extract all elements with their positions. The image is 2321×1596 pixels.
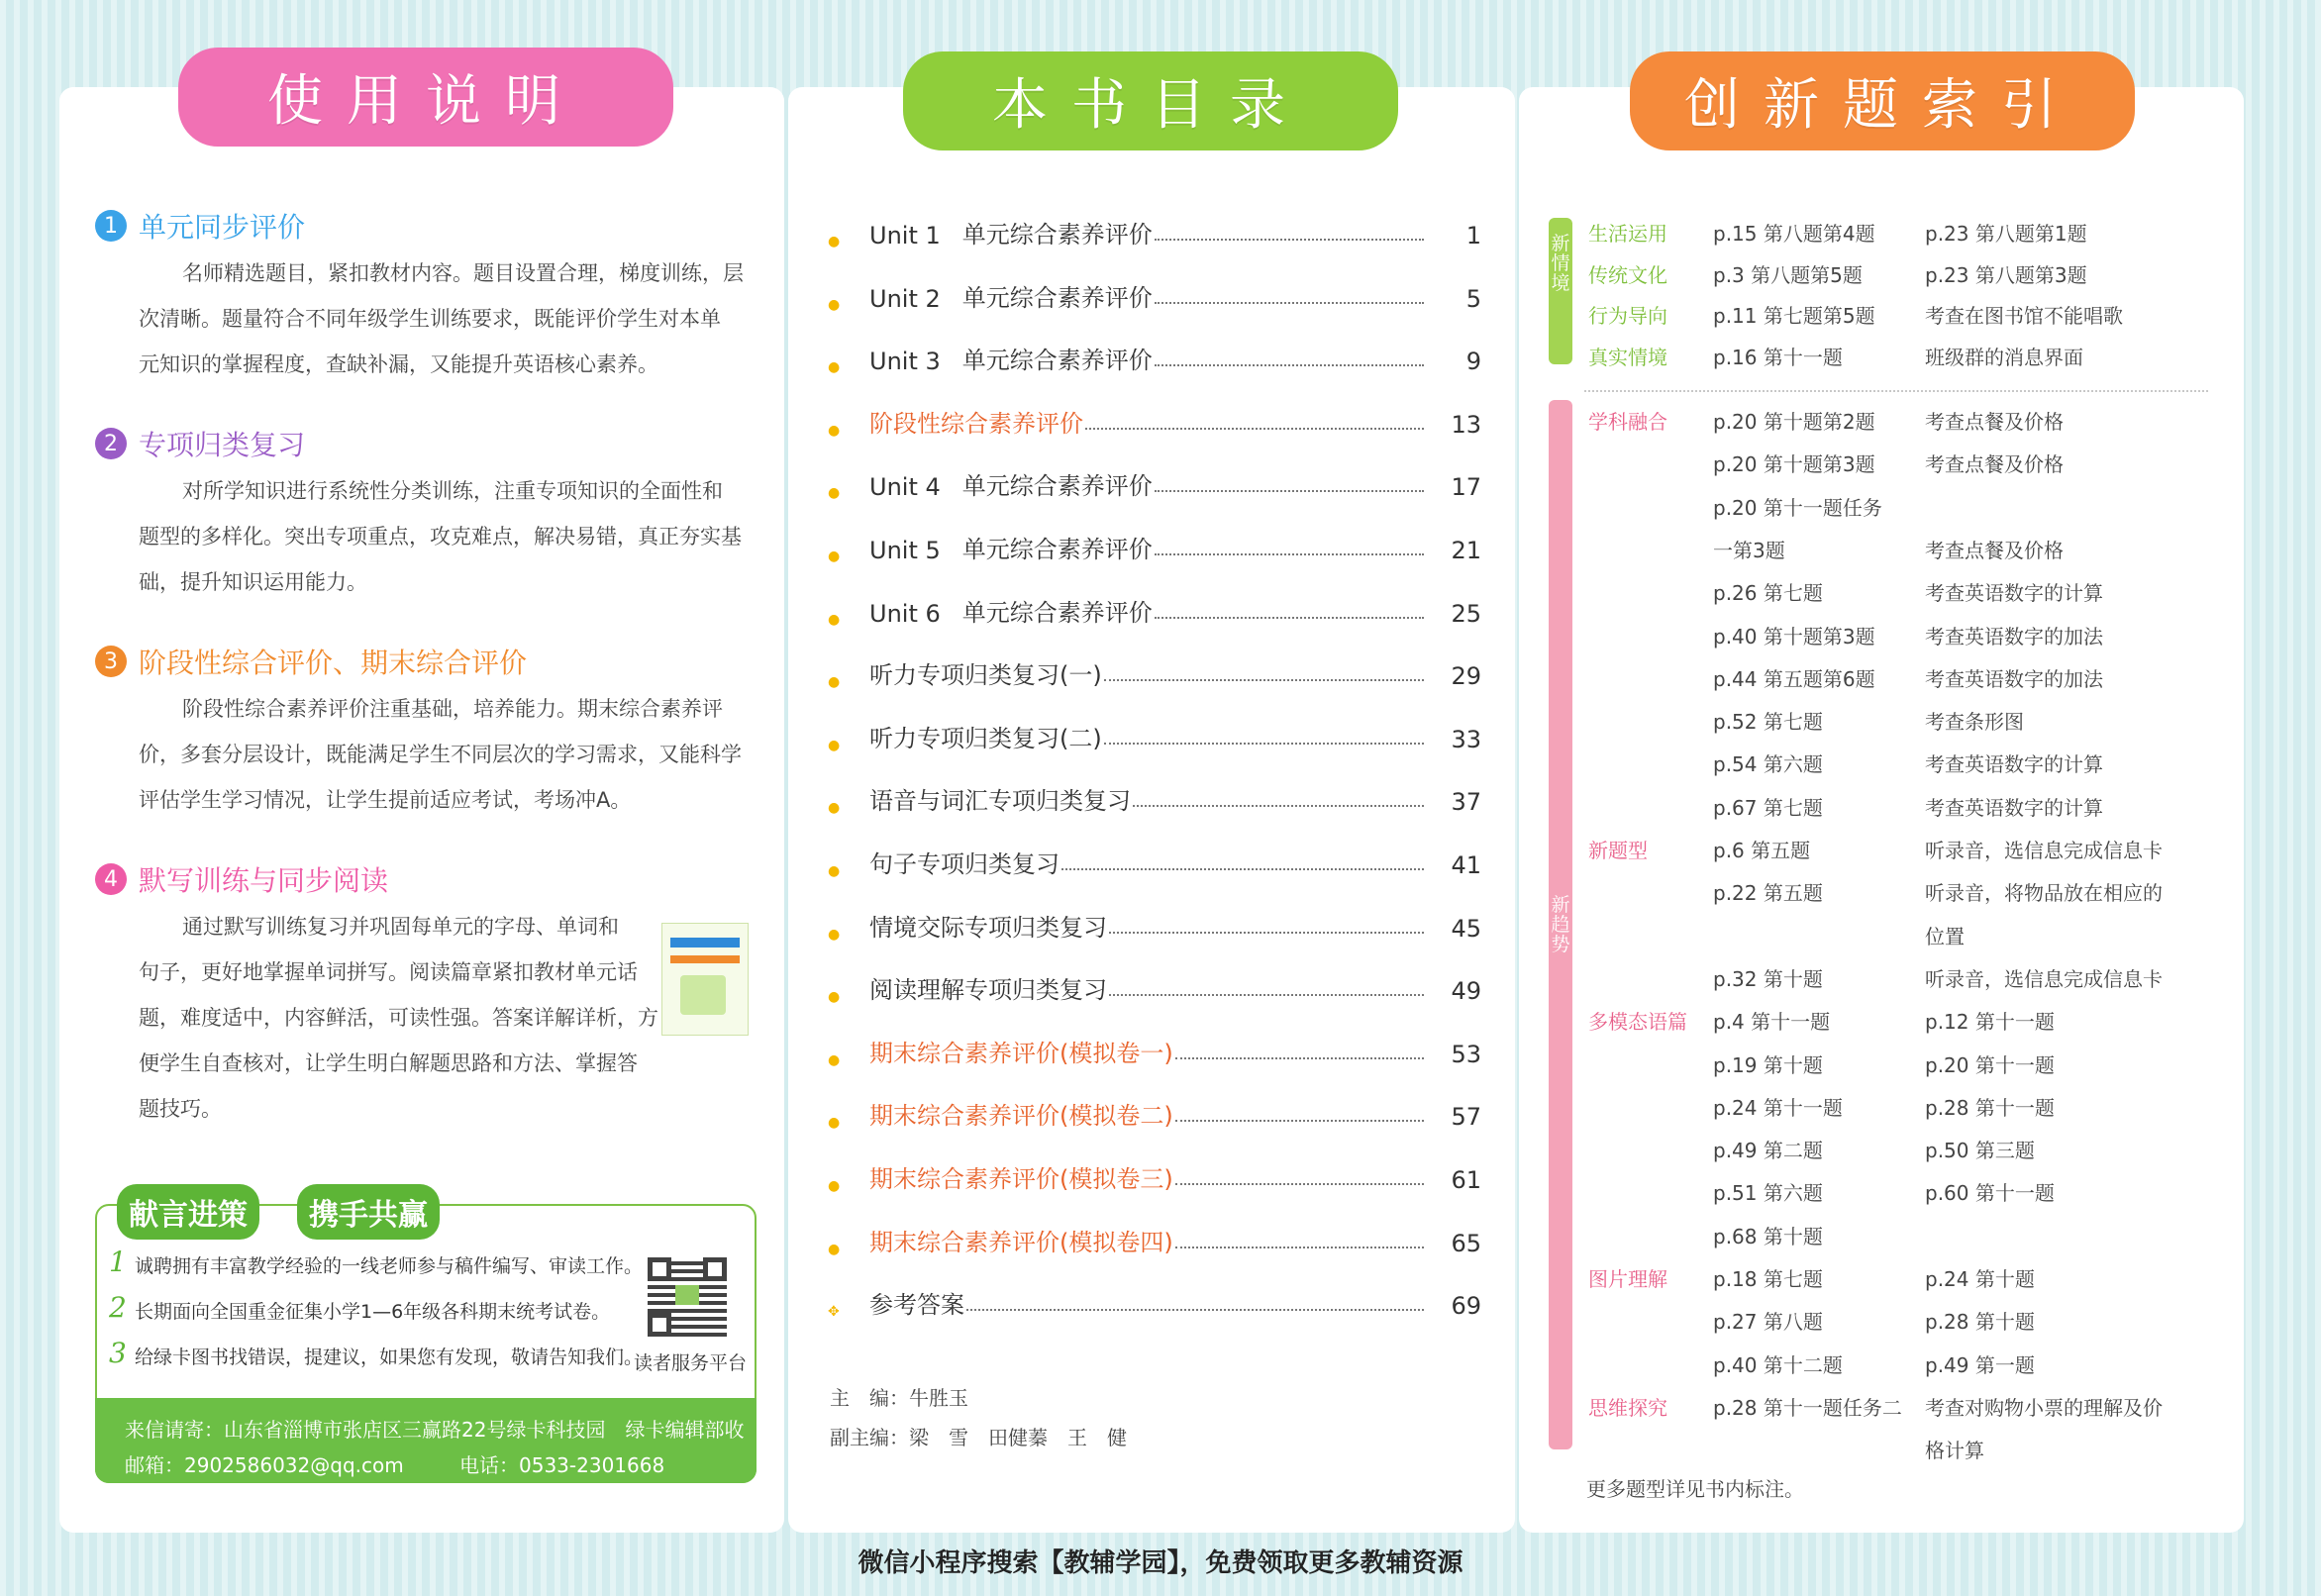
deputy-editor-line: 副主编：梁 雪 田健蓁 王 健	[830, 1426, 1127, 1449]
toc-bullet-icon: ●	[828, 422, 841, 439]
index-reference: p.51 第六题	[1713, 1181, 1823, 1206]
index-reference: p.6 第五题	[1713, 839, 1811, 862]
toc-unit: Unit 3	[869, 348, 941, 376]
index-category: 新题型	[1588, 839, 1648, 862]
index-detail: 考查英语数字的计算	[1925, 795, 2103, 820]
toc-title: 阅读理解专项归类复习	[869, 976, 1107, 1005]
index-detail: p.23 第八题第3题	[1925, 262, 2087, 287]
index-detail: 考查在图书馆不能唱歌	[1925, 304, 2123, 328]
toc-row[interactable]	[828, 525, 1481, 564]
toc-bullet-icon: ●	[828, 1115, 841, 1132]
toc-row[interactable]	[828, 903, 1481, 943]
section-body-line: 元知识的掌握程度，查缺补漏，又能提升英语核心素养。	[139, 352, 658, 376]
toc-leader	[1155, 364, 1424, 366]
toc-title: 期末综合素养评价(模拟卷三)	[869, 1165, 1173, 1193]
book-thumbnail	[661, 923, 749, 1036]
toc-bullet-icon: ●	[828, 549, 841, 564]
section-body-line: 便学生自查核对，让学生明白解题思路和方法、掌握答	[139, 1051, 638, 1075]
toc-title: 期末综合素养评价(模拟卷四)	[869, 1228, 1173, 1256]
toc-page-number: 29	[1451, 662, 1481, 691]
toc-bullet-icon: ●	[828, 296, 841, 313]
index-detail: 位置	[1925, 924, 1965, 948]
section-number-icon: 4	[95, 863, 127, 895]
toc-leader	[1175, 1247, 1424, 1248]
toc-bullet-icon: ●	[828, 611, 841, 628]
toc-unit: Unit 4	[869, 473, 941, 502]
index-reference: p.20 第十题第3题	[1713, 452, 1875, 477]
section-body-line: 题技巧。	[139, 1097, 222, 1121]
index-category: 多模态语篇	[1588, 1010, 1687, 1035]
index-detail: p.50 第三题	[1925, 1139, 2035, 1163]
index-reference: p.15 第八题第4题	[1713, 222, 1875, 246]
toc-page-number: 25	[1451, 599, 1481, 628]
feedback-item-number: 3	[109, 1337, 127, 1369]
address-text: 来信请寄：山东省淄博市张店区三赢路22号绿卡科技园 绿卡编辑部收	[125, 1418, 745, 1442]
index-detail: 考查点餐及价格	[1925, 410, 2064, 434]
toc-leader	[1109, 932, 1424, 934]
usage-banner: 使用说明	[178, 48, 673, 147]
toc-page-number: 1	[1465, 222, 1481, 249]
index-reference: p.28 第十一题任务二	[1713, 1395, 1902, 1420]
toc-leader	[1175, 1183, 1424, 1185]
toc-page-number: 57	[1451, 1103, 1481, 1132]
toc-row[interactable]	[828, 336, 1481, 375]
section-body-line: 通过默写训练复习并巩固每单元的字母、单词和	[182, 915, 619, 939]
section-title: 阶段性综合评价、期末综合评价	[139, 647, 528, 679]
toc-leader	[1061, 868, 1424, 870]
section-heading	[95, 642, 527, 681]
toc-leader	[1155, 302, 1424, 304]
group-label-new-trend: 新趋势	[1549, 400, 1572, 1449]
section-title: 专项归类复习	[139, 429, 306, 461]
toc-page-number: 45	[1451, 914, 1481, 943]
feedback-title-1: 献言进策	[117, 1184, 259, 1240]
section-body-line: 价，多套分层设计，既能满足学生不同层次的学习需求，又能科学	[139, 743, 742, 766]
group-label-new-context: 新情境	[1549, 218, 1572, 364]
toc-title: 阶段性综合素养评价	[869, 409, 1083, 438]
toc-leader	[1109, 994, 1424, 996]
index-reference: p.18 第七题	[1713, 1267, 1823, 1291]
toc-page-number: 65	[1451, 1229, 1481, 1257]
index-detail: p.12 第十一题	[1925, 1010, 2055, 1035]
toc-page-number: 53	[1451, 1040, 1481, 1068]
index-more-note: 更多题型详见书内标注。	[1586, 1477, 1804, 1501]
toc-title: 期末综合素养评价(模拟卷二)	[869, 1102, 1173, 1131]
toc-title: 单元综合素养评价	[961, 283, 1153, 312]
index-detail: 格计算	[1925, 1439, 1984, 1463]
index-reference: p.24 第十一题	[1713, 1095, 1843, 1120]
editor-line: 主 编：牛胜玉	[830, 1386, 968, 1410]
index-reference: p.52 第七题	[1713, 710, 1823, 735]
index-banner: 创新题索引	[1630, 51, 2135, 150]
index-detail: p.49 第一题	[1925, 1352, 2035, 1377]
toc-leader	[1104, 743, 1424, 745]
index-detail: p.28 第十一题	[1925, 1095, 2055, 1120]
index-reference: p.49 第二题	[1713, 1139, 1823, 1163]
index-detail: p.23 第八题第1题	[1925, 222, 2087, 246]
index-reference: p.11 第七题第5题	[1713, 304, 1875, 328]
toc-leader	[1155, 617, 1424, 619]
toc-page-number: 17	[1451, 473, 1481, 502]
index-detail: 听录音，选信息完成信息卡	[1925, 966, 2163, 991]
feedback-item-number: 1	[109, 1246, 127, 1278]
index-reference: p.68 第十题	[1713, 1224, 1823, 1248]
toc-page-number: 9	[1465, 348, 1481, 376]
index-detail: p.28 第十题	[1925, 1310, 2035, 1335]
toc-row[interactable]	[828, 210, 1481, 249]
toc-row[interactable]	[828, 1091, 1481, 1131]
contact-strip	[95, 1398, 757, 1483]
toc-bullet-icon: ●	[828, 674, 841, 691]
toc-title: 句子专项归类复习	[869, 850, 1060, 878]
index-detail: 听录音，将物品放在相应的	[1925, 881, 2163, 906]
toc-leader	[1104, 679, 1424, 681]
index-detail: 考查英语数字的加法	[1925, 624, 2103, 648]
toc-leader	[1155, 239, 1424, 241]
index-reference: p.4 第十一题	[1713, 1010, 1831, 1035]
section-body-line: 题型的多样化。突出专项重点，攻克难点，解决易错，真正夯实基	[139, 525, 742, 549]
toc-row[interactable]	[828, 1029, 1481, 1068]
section-number-icon: 3	[95, 646, 127, 677]
index-detail: 听录音，选信息完成信息卡	[1925, 839, 2163, 862]
toc-page-number: 13	[1451, 410, 1481, 439]
toc-leader	[1175, 1057, 1424, 1059]
index-reference: p.20 第十题第2题	[1713, 410, 1875, 434]
index-reference: p.44 第五题第6题	[1713, 666, 1875, 691]
toc-title: 情境交际专项归类复习	[869, 913, 1107, 942]
index-category: 图片理解	[1588, 1267, 1667, 1291]
index-category: 生活运用	[1588, 222, 1667, 246]
toc-row[interactable]	[828, 1218, 1481, 1257]
toc-title: 听力专项归类复习(一)	[869, 661, 1102, 690]
toc-row[interactable]	[828, 776, 1481, 816]
section-title: 单元同步评价	[139, 211, 306, 244]
index-detail: 考查点餐及价格	[1925, 452, 2064, 477]
section-body-line: 题，难度适中，内容鲜活，可读性强。答案详解详析，方	[139, 1006, 658, 1030]
index-detail: 考查英语数字的加法	[1925, 666, 2103, 691]
index-reference: p.20 第十一题任务	[1713, 495, 1882, 520]
promo-footer: 微信小程序搜索【教辅学园】，免费领取更多教辅资源	[858, 1548, 1463, 1578]
index-detail: p.20 第十一题	[1925, 1052, 2055, 1077]
toc-row[interactable]	[828, 840, 1481, 879]
index-reference: p.67 第七题	[1713, 795, 1823, 820]
email-text: 邮箱：2902586032@qq.com	[125, 1453, 404, 1477]
toc-title: 期末综合素养评价(模拟卷一)	[869, 1039, 1173, 1067]
toc-title: 单元综合素养评价	[961, 536, 1153, 563]
feedback-item-text: 给绿卡图书找错误，提建议，如果您有发现，敬请告知我们。	[135, 1347, 644, 1368]
toc-leader	[1155, 553, 1424, 555]
section-heading	[95, 859, 388, 899]
section-body-line: 础，提升知识运用能力。	[139, 570, 367, 594]
phone-text: 电话：0533-2301668	[459, 1453, 665, 1477]
index-detail: 班级群的消息界面	[1925, 345, 2083, 369]
toc-bullet-icon: ●	[828, 1241, 841, 1257]
toc-bullet-icon: ●	[828, 485, 841, 502]
toc-title: 单元综合素养评价	[961, 221, 1153, 249]
toc-bullet-icon: ●	[828, 234, 841, 249]
toc-title: 单元综合素养评价	[961, 598, 1153, 627]
section-number-icon: 1	[95, 210, 127, 242]
toc-row[interactable]	[828, 273, 1481, 313]
index-category: 思维探究	[1588, 1395, 1667, 1420]
index-reference: 一第3题	[1713, 538, 1785, 562]
index-reference: p.22 第五题	[1713, 881, 1823, 906]
toc-bullet-icon: ●	[828, 800, 841, 817]
index-detail: 考查点餐及价格	[1925, 538, 2064, 562]
toc-row[interactable]	[828, 588, 1481, 628]
index-detail: 考查条形图	[1925, 710, 2024, 735]
index-detail: 考查英语数字的计算	[1925, 581, 2103, 606]
toc-bullet-icon: ✥	[828, 1304, 840, 1321]
index-reference: p.40 第十题第3题	[1713, 624, 1875, 648]
qr-label: 读者服务平台	[634, 1352, 748, 1374]
toc-leader	[1155, 490, 1424, 492]
toc-title: 单元综合素养评价	[961, 347, 1153, 375]
toc-bullet-icon: ●	[828, 926, 841, 943]
index-reference: p.54 第六题	[1713, 752, 1823, 777]
toc-bullet-icon: ●	[828, 359, 841, 376]
qr-code	[648, 1257, 727, 1337]
section-body-line: 句子，更好地掌握单词拼写。阅读篇章紧扣教材单元话	[139, 960, 638, 984]
section-body-line: 评估学生学习情况，让学生提前适应考试，考场冲A。	[139, 788, 632, 812]
feedback-item-text: 诚聘拥有丰富教学经验的一线老师参与稿件编写、审读工作。	[135, 1255, 644, 1277]
index-divider	[1584, 390, 2208, 392]
index-reference: p.26 第七题	[1713, 581, 1823, 606]
index-detail: p.60 第十一题	[1925, 1181, 2055, 1206]
section-number-icon: 2	[95, 428, 127, 459]
section-title: 默写训练与同步阅读	[139, 864, 389, 897]
section-heading	[95, 206, 305, 246]
toc-title: 听力专项归类复习(二)	[869, 724, 1102, 752]
index-reference: p.32 第十题	[1713, 966, 1823, 991]
toc-page-number: 41	[1451, 851, 1481, 879]
index-reference: p.16 第十一题	[1713, 345, 1843, 369]
toc-page-number: 5	[1465, 284, 1481, 313]
toc-bullet-icon: ●	[828, 737, 841, 753]
feedback-item-text: 长期面向全国重金征集小学1—6年级各科期末统考试卷。	[135, 1301, 611, 1323]
toc-page-number: 37	[1451, 788, 1481, 817]
index-reference: p.40 第十二题	[1713, 1352, 1843, 1377]
toc-row[interactable]	[828, 1154, 1481, 1194]
toc-unit: Unit 2	[869, 284, 941, 313]
toc-title: 参考答案	[869, 1291, 964, 1320]
index-category: 传统文化	[1588, 262, 1667, 287]
toc-page-number: 33	[1451, 725, 1481, 753]
toc-leader	[966, 1309, 1424, 1311]
toc-unit: Unit 6	[869, 599, 941, 628]
toc-page-number: 61	[1451, 1166, 1481, 1194]
section-body-line: 次清晰。题量符合不同年级学生训练要求，既能评价学生对本单	[139, 307, 721, 331]
toc-page-number: 21	[1451, 537, 1481, 564]
index-category: 学科融合	[1588, 410, 1667, 434]
feedback-item-number: 2	[109, 1291, 127, 1324]
index-category: 行为导向	[1588, 304, 1667, 328]
index-reference: p.3 第八题第5题	[1713, 262, 1863, 287]
toc-bullet-icon: ●	[828, 1178, 841, 1194]
index-reference: p.27 第八题	[1713, 1310, 1823, 1335]
feedback-title-2: 携手共赢	[297, 1184, 440, 1240]
toc-page-number: 49	[1451, 977, 1481, 1006]
toc-page-number: 69	[1451, 1292, 1481, 1321]
index-category: 真实情境	[1588, 345, 1667, 369]
toc-bullet-icon: ●	[828, 863, 841, 879]
toc-leader	[1175, 1120, 1424, 1122]
toc-leader	[1133, 805, 1424, 807]
toc-row[interactable]	[828, 965, 1481, 1005]
index-reference: p.19 第十题	[1713, 1052, 1823, 1077]
toc-unit: Unit 5	[869, 537, 941, 564]
toc-row[interactable]	[828, 461, 1481, 501]
toc-title: 语音与词汇专项归类复习	[869, 787, 1131, 816]
toc-row[interactable]	[828, 399, 1481, 439]
index-detail: 考查英语数字的计算	[1925, 752, 2103, 777]
toc-banner: 本书目录	[903, 51, 1398, 150]
toc-row[interactable]	[828, 1280, 1481, 1320]
toc-leader	[1085, 428, 1424, 430]
section-body-line: 对所学知识进行系统性分类训练，注重专项知识的全面性和	[182, 479, 723, 503]
toc-title: 单元综合素养评价	[961, 472, 1153, 501]
toc-bullet-icon: ●	[828, 989, 841, 1006]
toc-row[interactable]	[828, 650, 1481, 690]
section-heading	[95, 424, 305, 463]
toc-bullet-icon: ●	[828, 1051, 841, 1068]
section-body-line: 阶段性综合素养评价注重基础，培养能力。期末综合素养评	[182, 697, 723, 721]
index-detail: 考查对购物小票的理解及价	[1925, 1395, 2163, 1420]
toc-row[interactable]	[828, 714, 1481, 753]
toc-unit: Unit 1	[869, 222, 941, 249]
index-detail: p.24 第十题	[1925, 1267, 2035, 1291]
section-body-line: 名师精选题目，紧扣教材内容。题目设置合理，梯度训练，层	[182, 261, 744, 285]
